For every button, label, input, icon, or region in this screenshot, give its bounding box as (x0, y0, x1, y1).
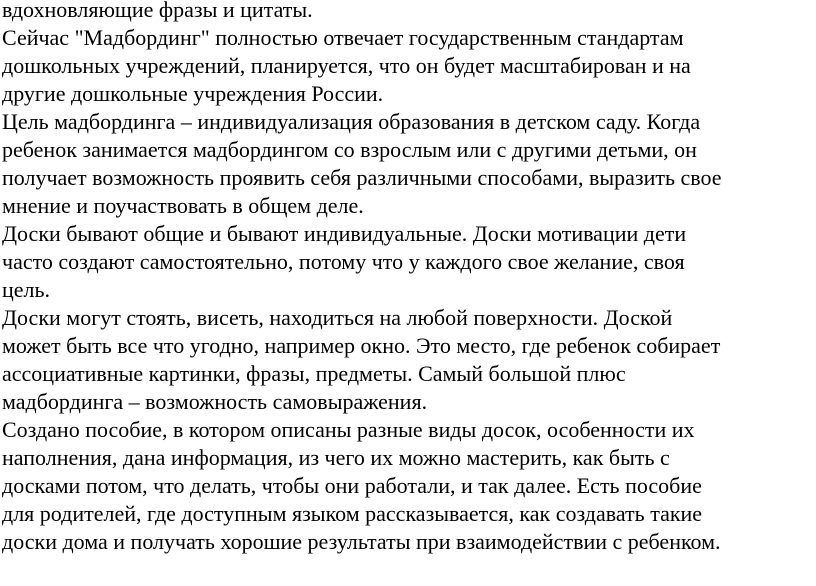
text-line: другие дошкольные учреждения России. (2, 81, 384, 106)
text-line: ассоциативные картинки, фразы, предметы. Самый большой плюс (2, 361, 626, 386)
paragraph-board-types (2, 220, 814, 304)
paragraph-intro-tail (2, 0, 814, 24)
text-line: ребенок занимается мадбордингом со взрослым или с другими детьми, он (2, 137, 697, 162)
text-line: мнение и поучаствовать в общем деле. (2, 193, 364, 218)
text-line: наполнения, дана информация, из чего их можно мастерить, как быть с (2, 445, 670, 470)
text-line: может быть все что угодно, например окно. Это место, где ребенок собирает (2, 333, 721, 358)
text-line: вдохновляющие фразы и цитаты. (2, 0, 313, 22)
text-line: Создано пособие, в котором описаны разные виды досок, особенности их (2, 417, 695, 442)
text-line: Сейчас "Мадбординг" полностью отвечает государственным стандартам (2, 25, 684, 50)
text-line: доски дома и получать хорошие результаты при взаимодействии с ребенком. (2, 529, 721, 554)
text-line: дошкольных учреждений, планируется, что он будет масштабирован и на (2, 53, 691, 78)
text-line: получает возможность проявить себя различными способами, выразить свое (2, 165, 722, 190)
paragraph-goal (2, 108, 814, 220)
text-line: цель. (2, 277, 51, 302)
text-line: досками потом, что делать, чтобы они работали, и так далее. Есть пособие (2, 473, 702, 498)
document-body (2, 0, 814, 556)
paragraph-board-placement (2, 304, 814, 416)
paragraph-standards (2, 24, 814, 108)
text-line: для родителей, где доступным языком рассказывается, как создавать такие (2, 501, 703, 526)
text-line: мадбординга – возможность самовыражения. (2, 389, 428, 414)
paragraph-manual (2, 416, 814, 556)
text-line: Доски могут стоять, висеть, находиться на любой поверхности. Доской (2, 305, 673, 330)
text-line: Доски бывают общие и бывают индивидуальные. Доски мотивации дети (2, 221, 687, 246)
text-line: Цель мадбординга – индивидуализация образования в детском саду. Когда (2, 109, 701, 134)
text-line: часто создают самостоятельно, потому что у каждого свое желание, своя (2, 249, 685, 274)
